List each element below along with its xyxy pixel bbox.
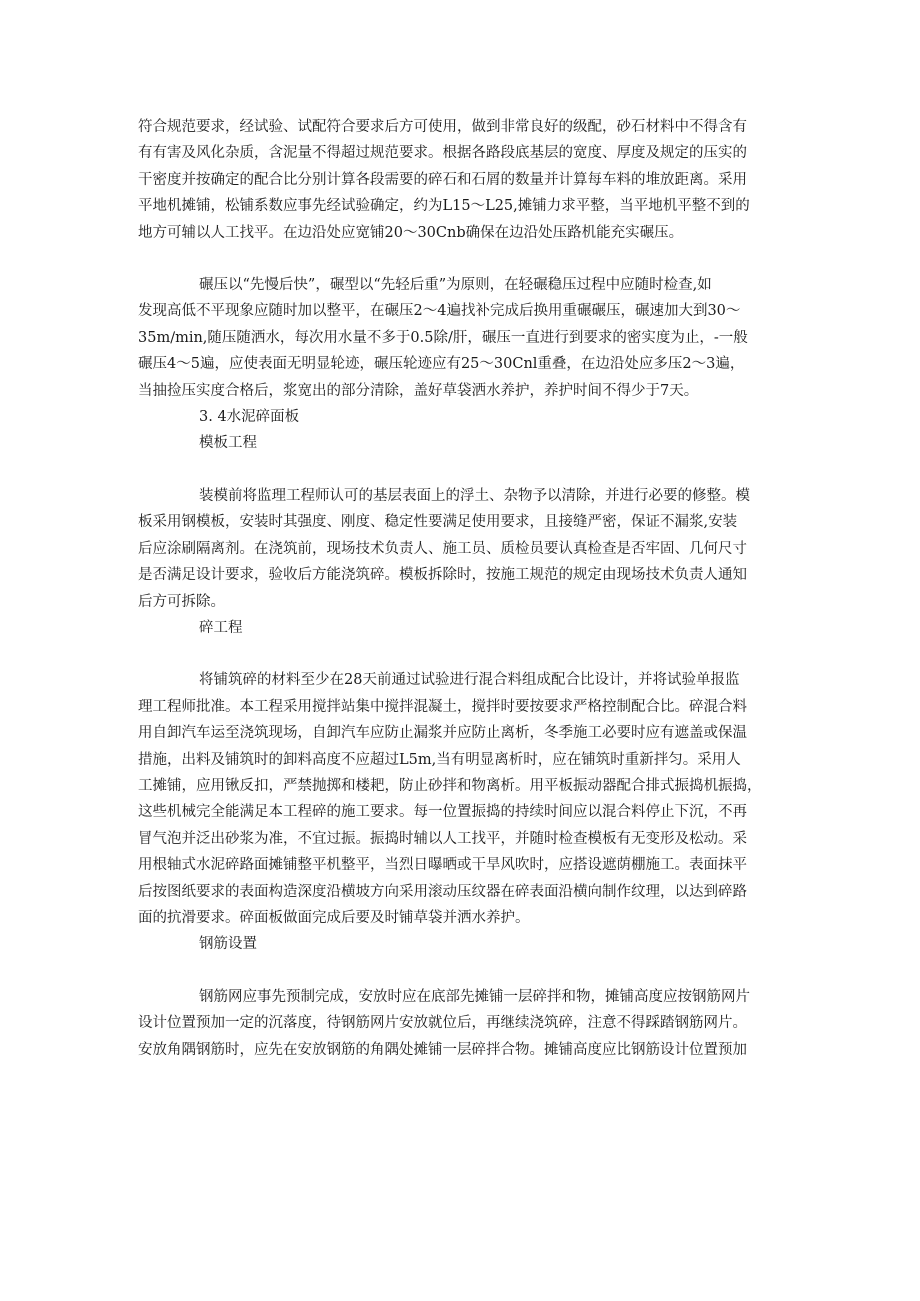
text-line: 符合规范要求，经试验、试配符合要求后方可使用，做到非常良好的级配，砂石材料中不得含有 [138,119,747,135]
text-line: 后方可拆除。 [138,593,225,610]
text-line: 当抽捡压实度合格后，浆宽出的部分清除，盖好草袋洒水养护，养护时间不得少于7天。 [138,382,699,399]
section-heading-concrete: 碎工程 [199,619,243,636]
text-line: 后按图纸要求的表面构造深度沿横坡方向采用滚动压纹器在碎表面沿横向制作纹理，以达到碎路 [138,883,747,900]
text-line: 冒气泡并泛出砂浆为准，不宜过振。振捣时辅以人工找平，并随时检查模板有无变形及松动。采 [138,830,747,847]
section-heading-rebar: 钢筋设置 [199,936,257,953]
paragraph-rebar [138,984,790,1063]
text-line: 理工程师批准。本工程采用搅拌站集中搅拌混凝土，搅拌时要按要求严格控制配合比。碎混合料 [138,698,747,715]
paragraph-base-material [138,114,790,246]
text-line: 发现高低不平现象应随时加以整平，在碾压2～4遍找补完成后换用重碾碾压，碾速加大到30～ [138,303,741,320]
paragraph-formwork [138,483,790,615]
paragraph-concrete [138,667,790,931]
text-line: 这些机械完全能满足本工程碎的施工要求。每一位置振捣的持续时间应以混合料停止下沉，不再 [138,804,747,821]
text-line: 平地机摊铺，松铺系数应事先经试验确定，约为L15～L25,摊铺力求平整，当平地机平整不到的 [138,198,750,215]
text-line: 碾压4～5遍，应使表面无明显轮迹，碾压轮迹应有25～30Cnl重叠，在边沿处应多压2～3遍， [138,356,745,373]
text-line: 地方可辅以人工找平。在边沿处应宽铺20～30Cnb确保在边沿处压路机能充实碾压。 [138,224,684,241]
text-line: 用根轴式水泥碎路面摊铺整平机整平，当烈日曝晒或干旱风吹时，应搭设遮荫棚施工。表面抹平 [138,857,747,874]
paragraph-rolling [138,272,790,404]
section-heading-cement-slab: 3. 4水泥碎面板 [199,409,300,426]
text-line: 面的抗滑要求。碎面板做面完成后要及时铺草袋并洒水养护。 [138,909,530,926]
section-heading-formwork: 模板工程 [199,435,257,452]
text-line: 钢筋网应事先预制完成，安放时应在底部先摊铺一层碎拌和物，摊铺高度应按钢筋网片 [199,988,750,1005]
text-line: 安放角隅钢筋时，应先在安放钢筋的角隅处摊铺一层碎拌合物。摊铺高度应比钢筋设计位置预加 [138,1041,747,1058]
text-line: 后应涂刷隔离剂。在浇筑前，现场技术负责人、施工员、质检员要认真检查是否牢固、几何尺寸 [138,540,747,557]
text-line: 碾压以“先慢后快”，碾型以“先轻后重”为原则，在轻碾稳压过程中应随时检查,如 [199,277,712,294]
text-line: 干密度并按确定的配合比分别计算各段需要的碎石和石屑的数量并计算每车料的堆放距离。采用 [138,171,747,188]
text-line: 35m∕min,随压随洒水，每次用水量不多于0.5除/肝，碾压一直进行到要求的密实度为止，-一般 [138,329,748,346]
document-page [138,114,790,1063]
text-line: 工摊铺，应用锹反扣，严禁抛掷和楼耙，防止砂拌和物离析。用平板振动器配合排式振捣机振捣， [138,777,762,794]
text-line: 装模前将监理工程师认可的基层表面上的浮土、杂物予以清除，并进行必要的修整。模 [199,487,750,504]
text-line: 板采用钢模板，安装时其强度、刚度、稳定性要满足使用要求，且接缝严密，保证不漏浆,安装 [138,514,738,531]
text-line: 用自卸汽车运至浇筑现场，自卸汽车应防止漏浆并应防止离析，冬季施工必要时应有遮盖或保温 [138,725,747,742]
text-line: 是否满足设计要求，验收后方能浇筑碎。模板拆除时，按施工规范的规定由现场技术负责人通知 [138,567,747,584]
text-line: 设计位置预加一定的沉落度，待钢筋网片安放就位后，再继续浇筑碎，注意不得踩踏钢筋网片。 [138,1015,747,1032]
text-line: 有有害及风化杂质，含泥量不得超过规范要求。根据各路段底基层的宽度、厚度及规定的压实的 [138,145,747,162]
text-line: 措施，出料及铺筑时的卸料高度不应超过L5m,当有明显离析时，应在铺筑时重新拌匀。采用人 [138,751,741,768]
text-line: 将铺筑碎的材料至少在28天前通过试验进行混合料组成配合比设计，并将试验单报监 [199,672,740,689]
